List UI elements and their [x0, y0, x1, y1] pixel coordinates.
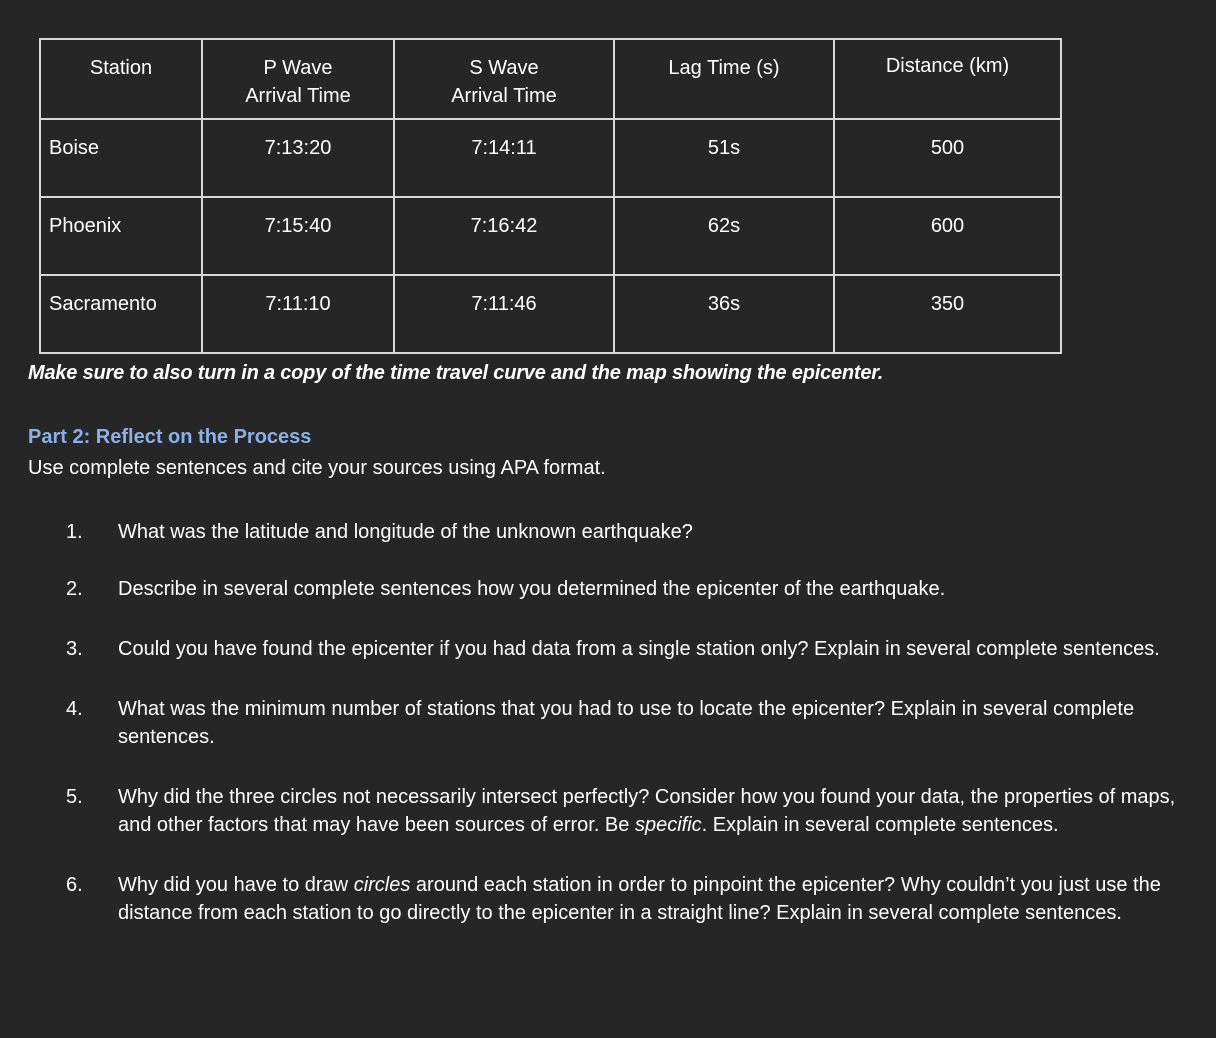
table-header-row	[40, 39, 1061, 119]
question-text-part: around each station in order to pinpoint the epicenter? Why couldn’t you just use the distance from each station to go directly to the epicenter in a straight line? Explain in several complete sentences.	[118, 874, 1161, 924]
submission-note: Make sure to also turn in a copy of the time travel curve and the map showing the epicenter.	[28, 362, 884, 384]
list-item	[0, 871, 1216, 927]
seismic-data-table	[39, 38, 1062, 354]
question-number: 6.	[66, 874, 83, 896]
question-number: 1.	[66, 521, 83, 543]
question-number: 5.	[66, 786, 83, 808]
list-item	[0, 695, 1216, 751]
lag-time-cell: 62s	[614, 197, 834, 275]
p-wave-cell: 7:13:20	[202, 119, 394, 197]
lag-time-cell: 36s	[614, 275, 834, 353]
table-row	[40, 197, 1061, 275]
table-row	[40, 119, 1061, 197]
p-wave-cell: 7:15:40	[202, 197, 394, 275]
question-text: What was the latitude and longitude of the unknown earthquake?	[118, 521, 693, 543]
part2-instructions: Use complete sentences and cite your sources using APA format.	[28, 457, 606, 479]
question-text-part: . Explain in several complete sentences.	[701, 814, 1059, 836]
question-number: 4.	[66, 698, 83, 720]
s-wave-cell: 7:14:11	[394, 119, 614, 197]
header-station: Station	[40, 39, 202, 119]
header-p-wave: P Wave Arrival Time	[202, 39, 394, 119]
question-text-part: Why did the three circles not necessarily intersect perfectly? Consider how you found your data, the properties of maps, and other factors that may have been sources of error. Be	[118, 786, 1176, 836]
question-number: 2.	[66, 578, 83, 600]
question-text: What was the minimum number of stations that you had to use to locate the epicenter? Explain in several complete sentences.	[118, 698, 1135, 748]
s-wave-cell: 7:16:42	[394, 197, 614, 275]
list-item	[0, 635, 1216, 663]
question-text	[118, 783, 1192, 839]
distance-cell: 600	[834, 197, 1061, 275]
part2-heading: Part 2: Reflect on the Process	[28, 426, 312, 448]
question-text: Could you have found the epicenter if you had data from a single station only? Explain in several complete sentences.	[118, 638, 1160, 660]
list-item	[0, 575, 1216, 603]
lag-time-cell: 51s	[614, 119, 834, 197]
header-distance: Distance (km)	[834, 39, 1061, 119]
question-text	[118, 871, 1192, 927]
header-s-wave: S Wave Arrival Time	[394, 39, 614, 119]
distance-cell: 350	[834, 275, 1061, 353]
distance-cell: 500	[834, 119, 1061, 197]
list-item	[0, 518, 1216, 546]
station-cell: Sacramento	[40, 275, 202, 353]
s-wave-cell: 7:11:46	[394, 275, 614, 353]
question-list	[0, 518, 1216, 956]
question-number: 3.	[66, 638, 83, 660]
list-item	[0, 783, 1216, 839]
station-cell: Phoenix	[40, 197, 202, 275]
question-text-part: Why did you have to draw	[118, 874, 354, 896]
emphasized-word: circles	[353, 874, 411, 896]
emphasized-word: specific	[634, 814, 702, 836]
table-row	[40, 275, 1061, 353]
header-lag-time: Lag Time (s)	[614, 39, 834, 119]
station-cell: Boise	[40, 119, 202, 197]
question-text: Describe in several complete sentences how you determined the epicenter of the earthquake.	[118, 578, 946, 600]
p-wave-cell: 7:11:10	[202, 275, 394, 353]
